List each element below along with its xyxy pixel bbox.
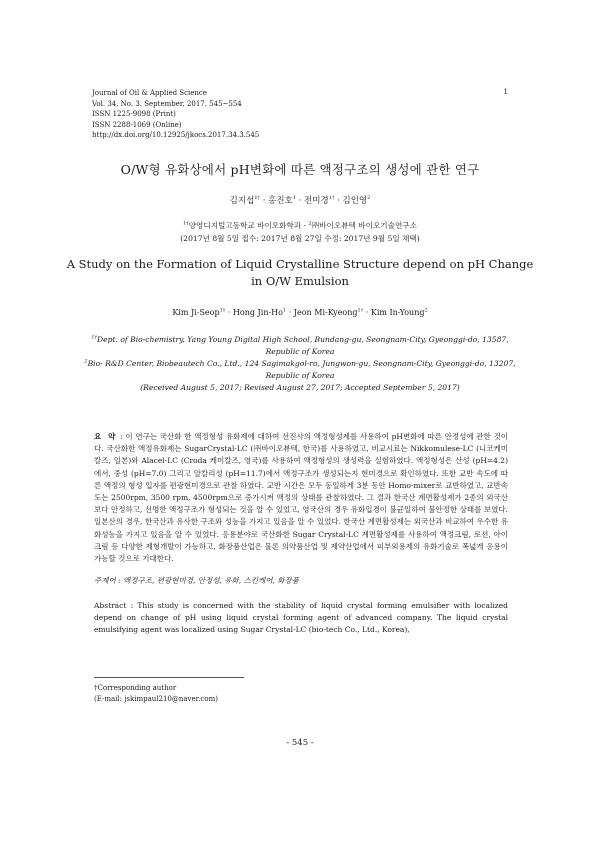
abstract-label: 요 약 [94, 432, 118, 441]
affil-sup: 2 [84, 358, 88, 365]
affil-sup: 2 [308, 220, 312, 227]
keywords: 주제어 : 액정구조, 편광현미경, 안정성, 유화, 스킨케어, 화장품 [94, 576, 300, 585]
affil-line: Bio- R&D Center, Biobeautech Co., Ltd., 124 Sagimakgol-ro, Jungwon-gu, Seongnam-City, Gyeonggi-do, 13207, Republic of Korea [87, 359, 516, 380]
author-name: Kim Ji-Seop [172, 308, 220, 317]
journal-header [92, 88, 512, 141]
author-name: 전미경 [304, 196, 329, 206]
affil-line: Dept. of Bio-chemistry, Yang Young Digital High School, Bundang-gu, Seongnam-City, Gyeonggi-do, 13587, Republic of Korea [97, 335, 509, 356]
abstract-label: Abstract [94, 601, 127, 610]
author-name: 김인영 [342, 196, 368, 206]
author-name: 홍진호 [268, 196, 293, 206]
author-sup: 2 [424, 307, 428, 314]
author-sup: 1† [357, 307, 364, 314]
author-sup: 1† [328, 195, 335, 202]
corresponding-author: †Corresponding author [94, 684, 177, 692]
title-korean: O/W형 유화상에서 pH변화에 따른 액정구조의 생성에 관한 연구 [120, 162, 480, 177]
author-name: Jeon Mi-Kyeong [293, 308, 358, 317]
authors-korean: 김지섭$^{1\dagger}$ · 홍진호$^1$ · 전미경$^{1\dagger}$ · 김인영$^2$ [229, 195, 371, 206]
author-sup: 2 [367, 195, 371, 202]
footnote [94, 683, 394, 705]
abstract-text: : This study is concerned with the stability of liquid crystal forming emulsifier with localized depend on change of pH using liquid crystal forming agent of advanced company. The liquid crystal emulsifying agent was localized using Sugar Crystal-LC (bio-tech Co., Ltd., Korea), [94, 601, 508, 634]
author-sup: 1 [282, 307, 287, 314]
author-name: Kim In-Young [370, 308, 425, 317]
page-number: - 545 - [286, 738, 314, 748]
affil-sup: 1† [183, 220, 189, 227]
header-page-number: 1 [503, 88, 508, 96]
affil-line: ㈜바이오뷰텍 바이오기술연구소 [311, 221, 417, 230]
abstract-korean [94, 431, 508, 565]
affiliation-english [80, 334, 520, 394]
author-name: Hong Jin-Ho [232, 308, 283, 317]
journal-name: Journal of Oil & Applied Science [92, 89, 207, 97]
doi-link[interactable]: http://dx.doi.org/10.12925/jkocs.2017.34.3.545 [92, 131, 260, 139]
affil-line: 양영디지털고등학교 바이오화학과 [188, 221, 302, 230]
author-sup: 1 [292, 195, 296, 202]
email: (E-mail: jskimpaul210@naver.com) [94, 695, 218, 703]
title-english: A Study on the Formation of Liquid Crystalline Structure depend on pH Change in O/W Emulsion [66, 257, 534, 288]
abstract-text: : 이 연구는 국산화 한 액정형성 유화제에 대하여 선진사의 액정형성제를 사용하여 pH변화에 따른 안정성에 관한 것이다. 국산화한 액정유화제는 SugarCrystal-LC (㈜바이오뷰텍, 한국)를 사용하였고, 비교시료는 Nikkomulese-LC (니코케미칼즈, 일본)와 Alacel-LC (Croda 케미칼즈, 영국)를 사용하여 액정형성의 생성력을 실험하였다. 액정형성은 산성 (pH=4.2)에서, 중성 (pH=7.0) 그리고 알칼리성 (pH=11.7)에서 액정구조가 생성되는지 현미경으로 확인하였다. 또한 교반 속도에 따른 액정의 형성 입자를 편광현미경으로 관찰 하였다. 교반 시간은 모두 동일하게 3분 동안 Homo-mixer로 교반하였고, 교반속도는 2500rpm, 3500 rpm, 4500rpm으로 증가시켜 액정의 상태를 관찰하였다. 그 결과 한국산 계면활성제가 2종의 외국산 보다 안정하고, 선명한 액정구조가 형성되는 것을 알 수 있었고, 영국산의 경우 유화입경이 불균일하여 불안정한 상태를 보였다. 일본산의 경우, 한국산과 유사한 구조와 성능을 가지고 있음을 알 수 있었다. 한국산 계면활성제는 외국산과 비교하여 우수한 유화성능을 가지고 있음을 알 수 있었다. 응용분야로 국산화한 Sugar Crystal-LC 계면활성제를 사용하여 액정크림, 로션, 아이크림 등 다양한 제형개발이 가능하고, 화장품산업은 물론 의약품산업 및 제약산업에서 피부외용제의 유화기술로 폭넓게 응용이 가능할 것으로 기대한다. [94, 432, 508, 564]
abstract-english [94, 600, 508, 636]
journal-volume: Vol. 34, No. 3. September, 2017. 545~554 [92, 99, 242, 108]
affil-sup: 1† [91, 334, 98, 341]
dates-korean: (2017년 8월 5일 접수: 2017년 8월 27일 수정: 2017년 9월 5일 채택) [180, 233, 420, 243]
affiliation-korean: $^{1\dagger}$양영디지털고등학교 바이오화학과 · $^2$㈜바이오뷰텍 바이오기술연구소 (2017년 8월 5일 접수: 2017년 8월 27일 수정: 2017년 9월 5일 채택) [0, 220, 600, 245]
authors-english: Kim Ji-Seop$^{1\dagger}$ · Hong Jin-$Ho^1$ · Jeon Mi-Kyeong$^{1\dagger}$ · Kim In-Young$^2$ [172, 307, 428, 317]
author-sup: 1† [219, 307, 226, 314]
issn-print: ISSN 1225-9098 (Print) [92, 110, 176, 118]
author-name: 김지섭 [229, 196, 255, 206]
issn-online: ISSN 2288-1069 (Online) [92, 120, 182, 129]
author-sup: 1† [254, 195, 260, 202]
dates-english: (Received August 5, 2017; Revised August 27, 2017; Accepted September 5, 2017) [140, 383, 460, 392]
footnote-divider [94, 677, 244, 678]
